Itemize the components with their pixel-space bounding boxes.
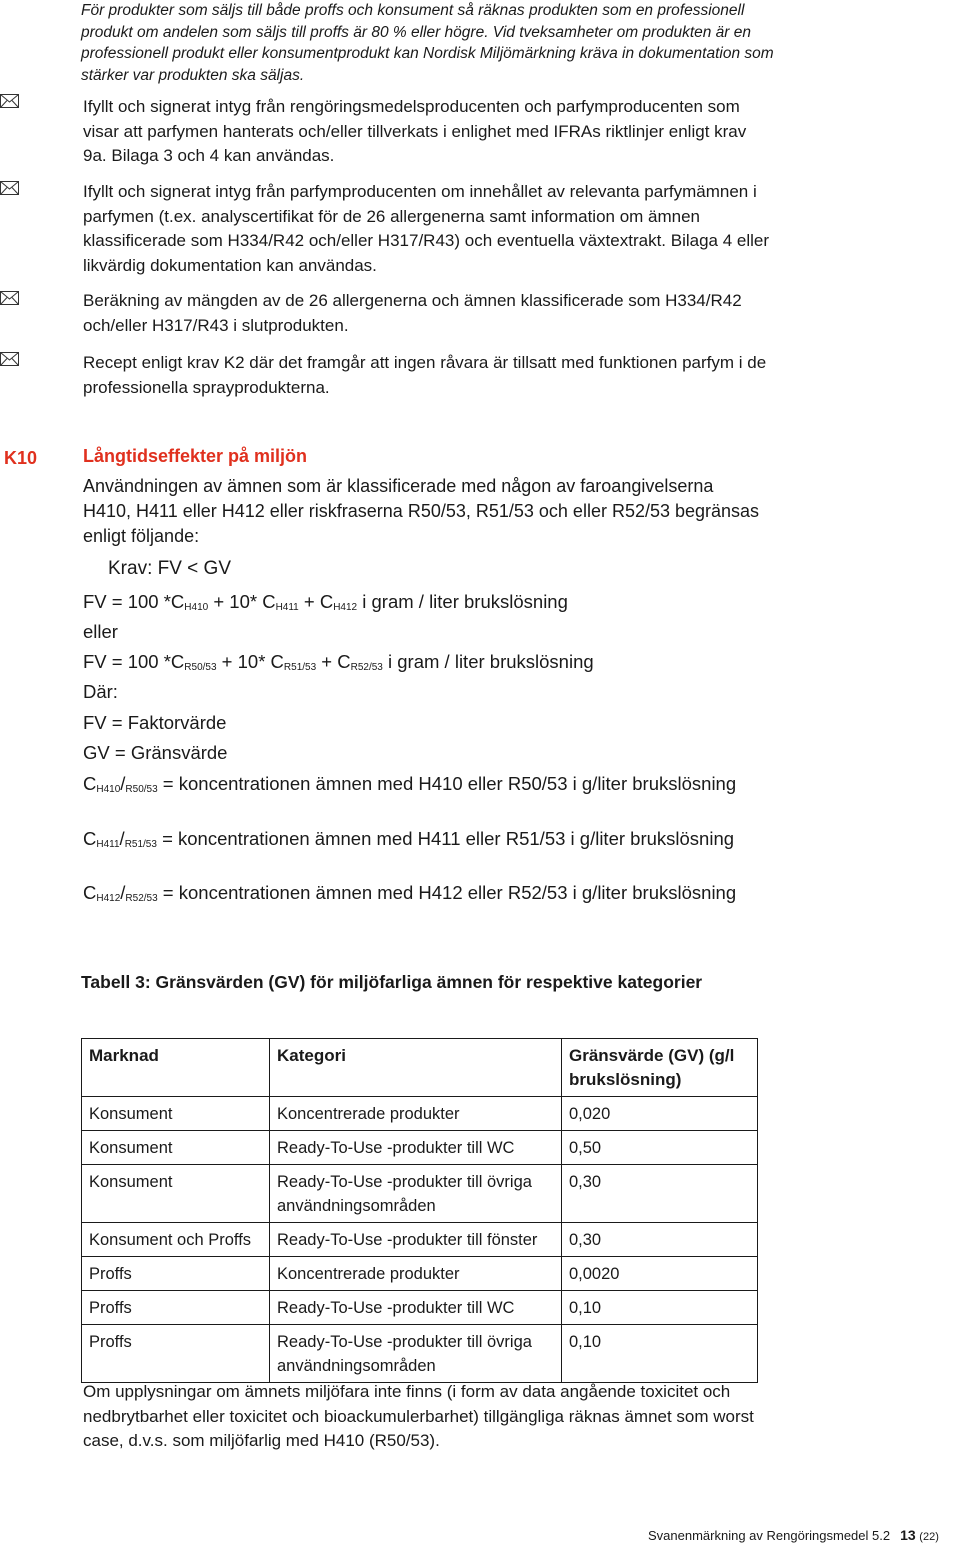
column-header: Gränsvärde (GV) (g/l brukslösning) — [562, 1039, 758, 1097]
table-cell: 0,30 — [562, 1223, 758, 1257]
table-cell: Konsument — [82, 1097, 270, 1131]
gv-definition: GV = Gränsvärde — [83, 742, 228, 763]
table-header-row — [82, 1039, 758, 1097]
table-cell: Proffs — [82, 1257, 270, 1291]
table-cell: Konsument — [82, 1131, 270, 1165]
envelope-icon — [0, 94, 20, 109]
table-cell: 0,020 — [562, 1097, 758, 1131]
envelope-icon — [0, 352, 20, 367]
table-cell: Konsument och Proffs — [82, 1223, 270, 1257]
formula-h: FV = 100 $*C_{H410} + 10*$ $C_{H411} + C_{H412}$ i gram / liter brukslösning — [83, 591, 568, 613]
requirement-title: Långtidseffekter på miljön — [83, 446, 308, 466]
table-cell: 0,10 — [562, 1291, 758, 1325]
table-cell: Ready-To-Use -produkter till övriga användningsområden — [270, 1165, 562, 1223]
eller-text: eller — [83, 621, 118, 642]
page-total: (22) — [919, 1531, 939, 1543]
table-cell: Ready-To-Use -produkter till övriga användningsområden — [270, 1325, 562, 1383]
envelope-icon — [0, 181, 20, 196]
fv-definition: FV = Faktorvärde — [83, 712, 227, 733]
table-cell: Koncentrerade produkter — [270, 1257, 562, 1291]
column-header: Kategori — [270, 1039, 562, 1097]
table-cell: 0,10 — [562, 1325, 758, 1383]
table-row — [82, 1291, 758, 1325]
requirement-item: Recept enligt krav K2 där det framgår att ingen råvara är tillsatt med funktionen parfym i de professionella sprayprodukterna. — [83, 353, 767, 397]
table-cell: 0,0020 — [562, 1257, 758, 1291]
table-row — [82, 1325, 758, 1383]
table-cell: Konsument — [82, 1165, 270, 1223]
table-caption: Tabell 3: Gränsvärden (GV) för miljöfarliga ämnen för respektive kategorier — [81, 972, 703, 992]
table-row — [82, 1223, 758, 1257]
requirement-code: K10 — [4, 448, 38, 468]
table-cell: Ready-To-Use -produkter till fönster — [270, 1223, 562, 1257]
table-cell: 0,30 — [562, 1165, 758, 1223]
table-row — [82, 1257, 758, 1291]
column-header: Marknad — [82, 1039, 270, 1097]
requirement-body: Användningen av ämnen som är klassificerade med någon av faroangivelserna H410, H411 eller H412 eller riskfraserna R50/53, R51/53 och eller R52/53 begränsas enligt följande: — [83, 476, 760, 546]
limit-values-table — [81, 1038, 758, 1383]
page-number: 13 — [900, 1527, 916, 1543]
page-footer — [648, 1527, 939, 1543]
table-row — [82, 1165, 758, 1223]
c-definition: $C_{H411}/_{R51/53}$ = koncentrationen ämnen med H411 eller R51/53 i g/liter brukslösning — [83, 828, 735, 850]
table-cell: Ready-To-Use -produkter till WC — [270, 1131, 562, 1165]
c-definition: $C_{H410}/_{R50/53}$ = koncentrationen ämnen med H410 eller R50/53 i g/liter brukslösning — [83, 773, 737, 795]
table-cell: Proffs — [82, 1325, 270, 1383]
envelope-icon — [0, 291, 20, 306]
requirement-item: Beräkning av mängden av de 26 allergenerna och ämnen klassificerade som H334/R42 och/eller H317/R43 i slutprodukten. — [83, 291, 742, 335]
footnote-paragraph: Om upplysningar om ämnets miljöfara inte finns (i form av data angående toxicitet och nedbrytbarhet eller toxicitet och bioackumulerbarhet) tillgängliga räknas ämnet som worst case, d.v.s. som miljöfarlig med H410 (R50/53). — [83, 1382, 754, 1450]
table-cell: 0,50 — [562, 1131, 758, 1165]
table-row — [82, 1131, 758, 1165]
table-row — [82, 1097, 758, 1131]
requirement-item: Ifyllt och signerat intyg från parfymproducenten om innehållet av relevanta parfymämnen i parfymen (t.ex. analyscertifikat för de 26 allergenerna samt information om ämnen klassificerade som H334/R42 och/eller H317/R43) och eventuella växtextrakt. Bilaga 4 eller likvärdig dokumentation kan användas. — [83, 182, 770, 275]
formula-r: FV = 100 $*C_{R50/53} + 10*$ $C_{R51/53} + C_{R52/53}$ i gram / liter brukslösning — [83, 651, 594, 673]
table-cell: Ready-To-Use -produkter till WC — [270, 1291, 562, 1325]
table-cell: Koncentrerade produkter — [270, 1097, 562, 1131]
intro-paragraph: För produkter som säljs till både proffs och konsument så räknas produkten som en professionell produkt om andelen som säljs till proffs är 80 % eller högre. Vid tveksamheter om produkten är en professionell produkt eller konsumentprodukt kan Nordisk Miljömärkning kräva in dokumentation som stärker var produkten ska säljas. — [81, 2, 774, 84]
document-title: Svanenmärkning av Rengöringsmedel 5.2 — [648, 1528, 891, 1543]
krav-formula: Krav: FV < GV — [108, 558, 232, 579]
c-definition: $C_{H412}/_{R52/53}$ = koncentrationen ämnen med H412 eller R52/53 i g/liter brukslösning — [83, 882, 737, 904]
dar-text: Där: — [83, 681, 118, 702]
table-cell: Proffs — [82, 1291, 270, 1325]
requirement-item: Ifyllt och signerat intyg från rengöringsmedelsproducenten och parfymproducenten som visar att parfymen hanterats och/eller tillverkats i enlighet med IFRAs riktlinjer enligt krav 9a. Bilaga 3 och 4 kan användas. — [83, 97, 747, 165]
